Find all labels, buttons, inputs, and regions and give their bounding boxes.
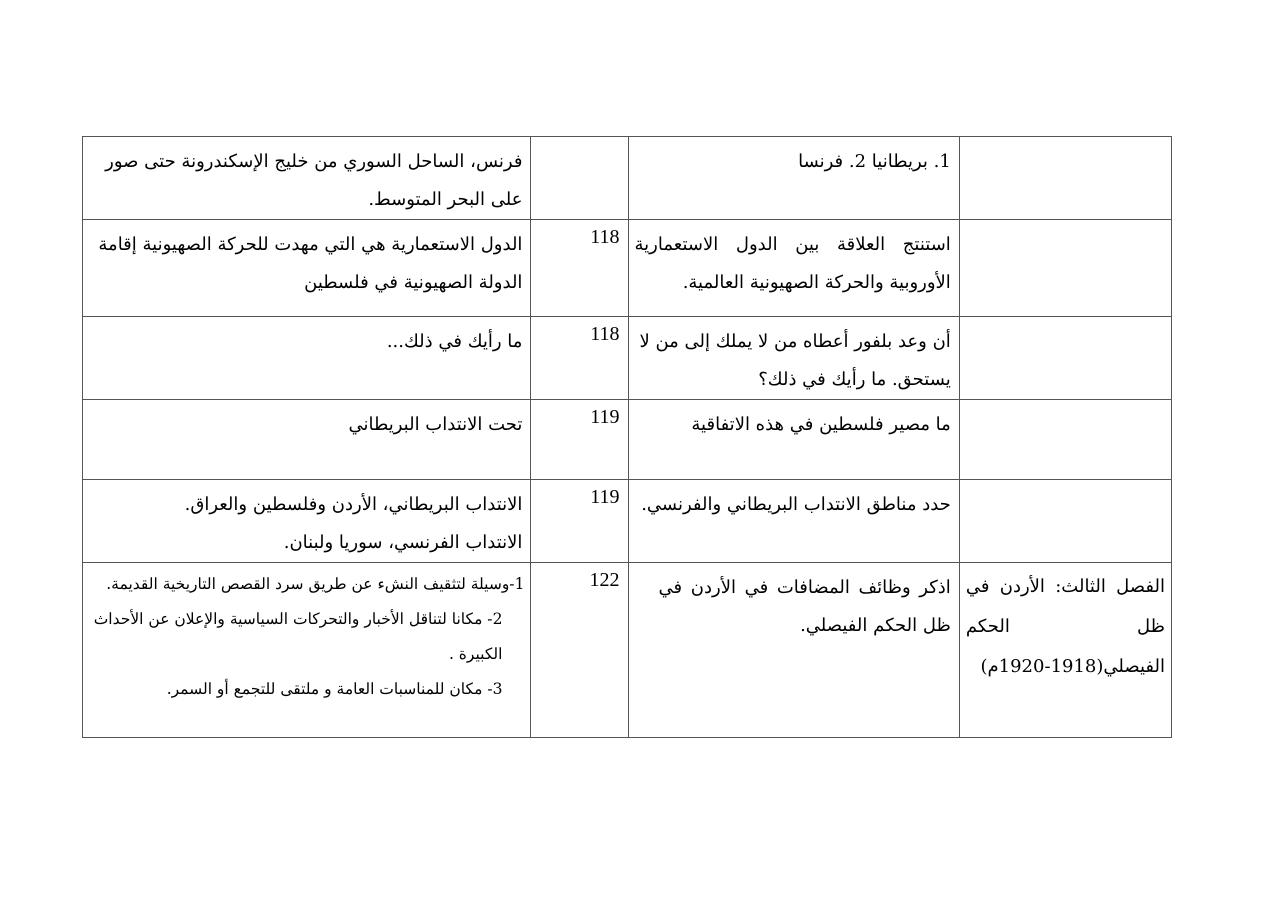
answer-cell — [83, 317, 531, 400]
question-text: ما مصير فلسطين في هذه الاتفاقية — [691, 414, 951, 435]
page-cell — [531, 317, 628, 400]
question-text: اذكر وظائف المضافات في الأردن في ظل الحكم الفيصلي. — [658, 577, 951, 636]
chapter-cell — [959, 480, 1171, 563]
answer-cell — [83, 480, 531, 563]
chapter-text: الفصل الثالث: الأردن في ظل الحكم الفيصلي(1918-1920م) — [965, 576, 1165, 677]
page-cell — [531, 220, 628, 317]
answer-line: الانتداب البريطاني، الأردن وفلسطين والعراق. — [184, 494, 523, 515]
answer-lines — [83, 563, 530, 707]
page-number — [531, 137, 627, 141]
question-text: 1. بريطانيا 2. فرنسا — [798, 151, 951, 172]
chapter-cell — [959, 317, 1171, 400]
answer-cell — [83, 400, 531, 480]
answer-lines — [83, 480, 530, 562]
page-number: 119 — [590, 406, 620, 428]
chapter-text — [960, 137, 1171, 143]
page-number: 122 — [589, 569, 620, 591]
question-cell — [628, 220, 959, 317]
question-text: حدد مناطق الانتداب البريطاني والفرنسي. — [641, 494, 951, 515]
answer-cell — [83, 220, 531, 317]
table-row — [83, 137, 1172, 220]
chapter-cell — [959, 563, 1171, 738]
question-cell — [628, 400, 959, 480]
chapter-cell — [959, 400, 1171, 480]
table-row — [83, 220, 1172, 317]
answer-text: فرنس، الساحل السوري من خليج الإسكندرونة حتى صور على البحر المتوسط. — [105, 151, 523, 210]
answers-table — [82, 136, 1172, 738]
page-cell — [531, 137, 628, 220]
question-text: استنتج العلاقة بين الدول الاستعمارية الأوروبية والحركة الصهيونية العالمية. — [634, 234, 951, 293]
question-cell — [628, 317, 959, 400]
chapter-text — [960, 480, 1171, 486]
page-cell — [531, 400, 628, 480]
page-number: 119 — [590, 486, 620, 508]
table-row — [83, 317, 1172, 400]
chapter-text — [960, 220, 1171, 226]
chapter-text — [960, 317, 1171, 323]
chapter-cell — [959, 137, 1171, 220]
answer-text: تحت الانتداب البريطاني — [348, 414, 523, 435]
question-text: أن وعد بلفور أعطاه من لا يملك إلى من لا يستحق. ما رأيك في ذلك؟ — [639, 331, 951, 390]
answer-line: 2- مكانا لتناقل الأخبار والتحركات السياسية والإعلان عن الأحداث الكبيرة . — [93, 610, 503, 663]
question-cell — [628, 137, 959, 220]
answer-line: الانتداب الفرنسي، سوريا ولبنان. — [283, 532, 523, 553]
chapter-cell — [959, 220, 1171, 317]
answer-line: 1-وسيلة لتثقيف النشء عن طريق سرد القصص التاريخية القديمة. — [106, 575, 525, 593]
page-cell — [531, 563, 628, 738]
question-cell — [628, 480, 959, 563]
answer-text: الدول الاستعمارية هي التي مهدت للحركة الصهيونية إقامة الدولة الصهيونية في فلسطين — [98, 234, 523, 293]
answer-line: 3- مكان للمناسبات العامة و ملتقى للتجمع أو السمر. — [166, 680, 503, 698]
answer-cell — [83, 137, 531, 220]
page-number: 118 — [590, 323, 620, 345]
answer-cell — [83, 563, 531, 738]
table-row — [83, 480, 1172, 563]
answer-text: ما رأيك في ذلك... — [386, 331, 523, 352]
page-cell — [531, 480, 628, 563]
chapter-text — [960, 400, 1171, 406]
table-row — [83, 563, 1172, 738]
page-number: 118 — [590, 226, 620, 248]
table-row — [83, 400, 1172, 480]
question-cell — [628, 563, 959, 738]
